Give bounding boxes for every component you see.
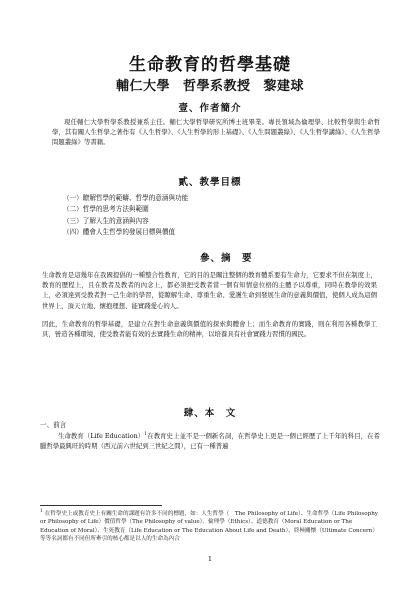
list-item: （一）瞭解哲學的範疇、哲學的意涵與功能 xyxy=(63,194,189,202)
footnote-divider xyxy=(40,505,162,506)
section-heading-author-bio: 壹、作者簡介 xyxy=(178,103,242,114)
list-item: （二）哲學的思考方法與範圍 xyxy=(63,205,149,214)
author-bio-paragraph: 現任輔仁大學哲學系教授兼系主任。輔仁大學哲學研究所博士班畢業。專長領域為倫理學、比較哲學與生命哲學，其有關人生哲學之著作有《人生哲學》、《人生哲學的形上基礎》、《人生問題叢綠》、《人生哲學講綠》、《人生哲學問題叢綠》等書籍。 xyxy=(52,118,380,147)
intro-text: 生命教育（ xyxy=(58,432,91,440)
introduction-paragraph xyxy=(40,431,380,451)
teaching-goals-list xyxy=(63,193,188,239)
footnote-text: 在哲學史上或教育史上有關生命的課題有許多不同的標題，如：人生哲學（ The Philosophy of Life）、生命哲學（Life Philosophy or Philosophy of Life）價值哲學（The Philosophy of value）、倫理學（Ethics）、道德教育（Moral Education or The Education of Moral）、生死教育（Life Education or The Education About Life and Death）、終極關懷（Ultimate Concern）等等名詞都有不同但所牽引的核心都是以人的生命為內合 xyxy=(40,511,378,542)
intro-term: Life Education xyxy=(90,432,138,440)
footnote-mark: 1 xyxy=(40,509,43,515)
abstract-paragraph: 生命教育是這幾年在我國提倡的一種整合性教育，它的目的是關注整個的教育體系要有生命力，它要求不但在制度上，教育的歷程上，且在教者及教者的內念上，都必須把受教者當一個有知情意位格的主體予以尊重，同時在教學的效果上，必須達到受教者對一己生命的學習，從瞭解生命、尊重生命、愛護生命到發展生命的意義與價值，使個人成為這個世界上，頂天立地、懷抱理想、能實踐愛心的人。 xyxy=(42,271,377,310)
intro-text: ） xyxy=(137,432,145,440)
subsection-heading-introduction: 一、前言 xyxy=(40,421,67,429)
abstract-paragraph: 因此，生命教育的哲學基礎，是建立在對生命意義與價值的探索與體會上；而生命教育的實踐，則在利用各種教學工具，營造各種環境，使受教者能有效的去實踐生命的精神，以培養具有社會實踐力習慣的國民。 xyxy=(42,319,377,339)
author-byline xyxy=(0,75,420,94)
abstract-body xyxy=(42,270,377,339)
author-position: 哲學系教授 xyxy=(182,79,251,94)
intro-text: 在教育史上並不是一個新名詞，在哲學史上更是一個已經歷了上千年的科目，在希臘哲學最興旺的時期（西元前六世紀到三世紀之間），已有一種普遍 xyxy=(40,432,381,451)
list-item: （三）了解人生的意涵與內容 xyxy=(63,216,149,225)
list-item: （四）體會人生哲學的發展目標與價值 xyxy=(63,228,176,237)
footnote-reference[interactable]: 1 xyxy=(144,431,148,437)
section-heading-teaching-goals: 貳、教學目標 xyxy=(178,177,242,188)
author-name: 黎建球 xyxy=(263,79,305,94)
page-title: 生命教育的哲學基礎 xyxy=(129,55,291,75)
author-affiliation: 輔仁大學 xyxy=(115,79,170,94)
section-heading-abstract: 參、摘 要 xyxy=(200,253,253,264)
page-number: 1 xyxy=(207,555,213,563)
section-heading-main-text: 肆、本 文 xyxy=(183,408,237,419)
footnote xyxy=(40,510,382,543)
